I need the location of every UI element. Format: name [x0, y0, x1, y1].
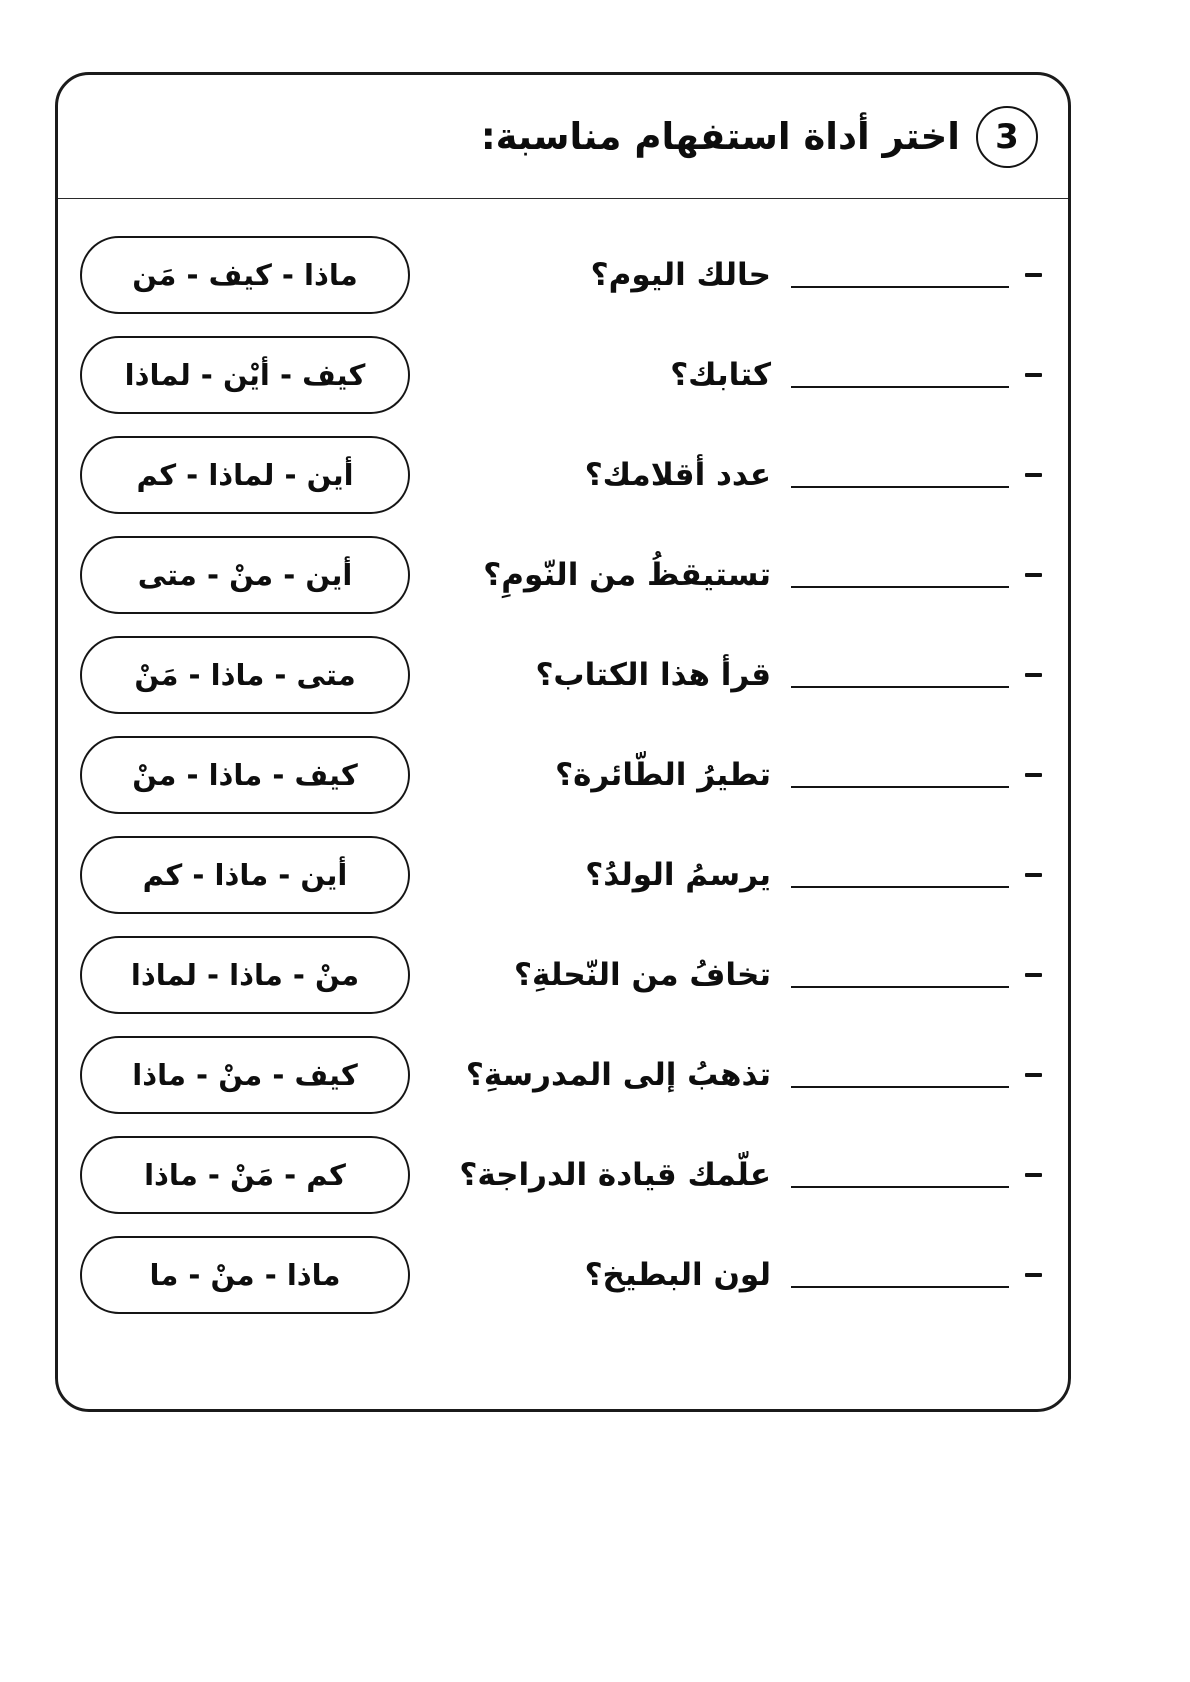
- answer-blank-line[interactable]: [791, 1086, 1009, 1089]
- answer-blank-line[interactable]: [791, 1286, 1009, 1289]
- options-text: أين - منْ - متى: [137, 557, 353, 592]
- options-pill[interactable]: [80, 836, 410, 914]
- question-list: [58, 199, 1068, 1345]
- row-prompt: [448, 456, 1046, 495]
- question-text: كتابك؟: [670, 356, 771, 393]
- row-prompt: [448, 856, 1046, 895]
- question-text: لون البطيخ؟: [584, 1256, 771, 1293]
- question-text: تطيرُ الطّائرة؟: [555, 756, 771, 793]
- row-prompt: [448, 256, 1046, 295]
- options-pill[interactable]: [80, 336, 410, 414]
- page-title: اختر أداة استفهام مناسبة:: [480, 115, 960, 158]
- worksheet-frame: [55, 72, 1071, 1412]
- row-prompt: [448, 1056, 1046, 1095]
- options-text: كم - مَنْ - ماذا: [144, 1157, 346, 1192]
- dash-bullet-icon: [1025, 373, 1042, 377]
- options-pill[interactable]: [80, 936, 410, 1014]
- question-row: [80, 325, 1046, 425]
- question-text: تذهبُ إلى المدرسةِ؟: [465, 1056, 771, 1093]
- question-row: [80, 1125, 1046, 1225]
- options-pill[interactable]: [80, 536, 410, 614]
- question-row: [80, 625, 1046, 725]
- row-prompt: [448, 756, 1046, 795]
- answer-blank-line[interactable]: [791, 886, 1009, 889]
- dash-bullet-icon: [1025, 273, 1042, 277]
- options-text: أين - لماذا - كم: [136, 457, 354, 492]
- dash-bullet-icon: [1025, 973, 1042, 977]
- answer-blank-line[interactable]: [791, 786, 1009, 789]
- question-text: تستيقظُ من النّومِ؟: [483, 556, 771, 593]
- options-text: ماذا - منْ - ما: [149, 1257, 341, 1292]
- dash-bullet-icon: [1025, 673, 1042, 677]
- question-row: [80, 1225, 1046, 1325]
- options-pill[interactable]: [80, 1036, 410, 1114]
- row-prompt: [448, 556, 1046, 595]
- question-row: [80, 425, 1046, 525]
- options-text: كيف - ماذا - منْ: [132, 757, 358, 792]
- answer-blank-line[interactable]: [791, 1186, 1009, 1189]
- dash-bullet-icon: [1025, 473, 1042, 477]
- answer-blank-line[interactable]: [791, 386, 1009, 389]
- question-text: تخافُ من النّحلةِ؟: [513, 956, 771, 993]
- answer-blank-line[interactable]: [791, 286, 1009, 289]
- options-pill[interactable]: [80, 736, 410, 814]
- row-prompt: [448, 656, 1046, 695]
- question-text: عدد أقلامك؟: [584, 456, 771, 493]
- question-row: [80, 1025, 1046, 1125]
- dash-bullet-icon: [1025, 573, 1042, 577]
- dash-bullet-icon: [1025, 873, 1042, 877]
- options-text: ماذا - كيف - مَن: [132, 257, 358, 292]
- answer-blank-line[interactable]: [791, 486, 1009, 489]
- answer-blank-line[interactable]: [791, 986, 1009, 989]
- options-pill[interactable]: [80, 636, 410, 714]
- question-text: قرأ هذا الكتاب؟: [535, 656, 771, 693]
- options-text: متى - ماذا - مَنْ: [134, 657, 356, 692]
- dash-bullet-icon: [1025, 1273, 1042, 1277]
- question-row: [80, 525, 1046, 625]
- exercise-header: [58, 75, 1068, 199]
- dash-bullet-icon: [1025, 1073, 1042, 1077]
- options-text: منْ - ماذا - لماذا: [130, 957, 360, 992]
- row-prompt: [448, 1256, 1046, 1295]
- question-text: يرسمُ الولدُ؟: [585, 856, 771, 893]
- exercise-number-badge: 3: [976, 106, 1038, 168]
- dash-bullet-icon: [1025, 773, 1042, 777]
- options-pill[interactable]: [80, 236, 410, 314]
- row-prompt: [448, 1156, 1046, 1195]
- options-text: أين - ماذا - كم: [142, 857, 348, 892]
- options-pill[interactable]: [80, 1236, 410, 1314]
- row-prompt: [448, 356, 1046, 395]
- options-pill[interactable]: [80, 436, 410, 514]
- answer-blank-line[interactable]: [791, 586, 1009, 589]
- question-row: [80, 725, 1046, 825]
- options-text: كيف - أيْن - لماذا: [124, 357, 366, 392]
- options-text: كيف - منْ - ماذا: [132, 1057, 358, 1092]
- question-row: [80, 825, 1046, 925]
- row-prompt: [448, 956, 1046, 995]
- options-pill[interactable]: [80, 1136, 410, 1214]
- dash-bullet-icon: [1025, 1173, 1042, 1177]
- question-row: [80, 225, 1046, 325]
- answer-blank-line[interactable]: [791, 686, 1009, 689]
- question-row: [80, 925, 1046, 1025]
- question-text: علّمك قيادة الدراجة؟: [459, 1156, 771, 1193]
- question-text: حالك اليوم؟: [590, 256, 771, 293]
